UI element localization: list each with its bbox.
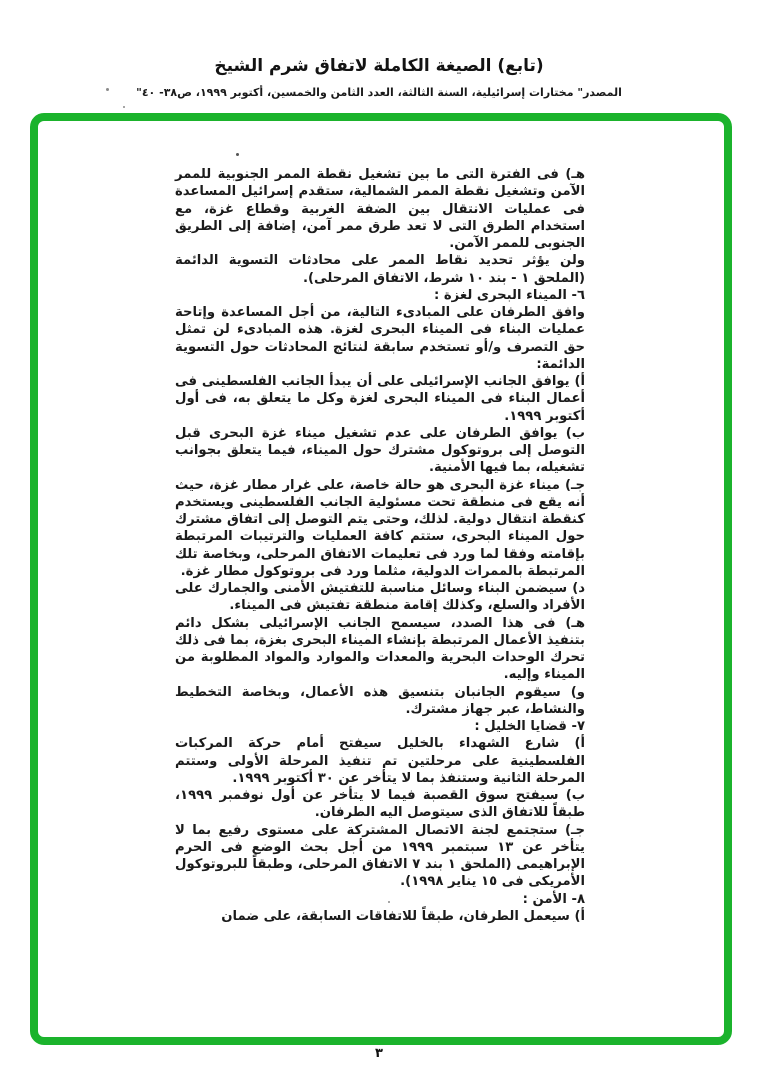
paragraph: أ) سيعمل الطرفان، طبقاً للاتفاقات السابقة، على ضمان <box>221 908 585 924</box>
paragraph: أ) يوافق الجانب الإسرائيلى على أن يبدأ الجانب الفلسطينى فى أعمال البناء فى الميناء البحرى لغزة وكل ما يتعلق به، فى أول أكتوبر ١٩٩٩. <box>175 374 585 424</box>
paragraph: ولن يؤثر تحديد نقاط الممر على محادثات التسوية الدائمة (الملحق ١ - بند ١٠ شرط، الاتفاق المرحلى). <box>175 253 585 286</box>
scan-speck <box>106 88 109 91</box>
paragraph: ب) يوافق الطرفان على عدم تشغيل ميناء غزة البحرى قبل التوصل إلى بروتوكول مشترك حول الميناء، فيما يتعلق بجوانب تشغيله، بما فيها الأمنية. <box>175 425 585 476</box>
scan-speck <box>388 901 390 903</box>
page-number: ٣ <box>375 1046 383 1061</box>
document-body <box>175 166 585 925</box>
paragraph: ٦- الميناء البحرى لغزة : <box>434 287 585 303</box>
paragraph: ٨- الأمن : <box>522 891 585 907</box>
paragraph: هـ) فى هذا الصدد، سيسمح الجانب الإسرائيلى بشكل دائم بتنفيذ الأعمال المرتبطة بإنشاء الميناء البحرى بغزة، بما فى ذلك تحرك الوحدات البحرية والمعدات والموارد والمواد المطلوبة من الميناء وإليه. <box>175 615 585 683</box>
paragraph: د) سيضمن البناء وسائل مناسبة للتفتيش الأمنى والجمارك على الأفراد والسلع، وكذلك إقامة منطقة تفتيش فى الميناء. <box>175 581 585 614</box>
paragraph: جـ) ستجتمع لجنة الاتصال المشتركة على مستوى رفيع بما لا يتأخر عن ١٣ سبتمبر ١٩٩٩ من أجل بحث الوضع فى الحرم الإبراهيمى (الملحق ١ بند ٧ الاتفاق المرحلى، وطبقاً للبروتوكول الأمريكى فى ١٥ يناير ١٩٩٨). <box>175 822 585 890</box>
paragraph: وافق الطرفان على المبادىء التالية، من أجل المساعدة وإتاحة عمليات البناء فى الميناء البحرى لغزة. هذه المبادىء لن تمثل حق التصرف و/أو تستخدم سابقة لنتائج المحادثات حول التسوية الدائمة: <box>175 305 585 372</box>
page-title: (تابع) الصيغة الكاملة لاتفاق شرم الشيخ <box>214 56 544 76</box>
paragraph: أ) شارع الشهداء بالخليل سيفتح أمام حركة المركبات الفلسطينية على مرحلتين تم تنفيذ المرحلة الأولى وستتم المرحلة الثانية وستنفذ بما لا يتأخر عن ٣٠ أكتوبر ١٩٩٩. <box>175 736 585 786</box>
paragraph: ٧- قضايا الخليل : <box>474 719 585 734</box>
paragraph: جـ) ميناء غزة البحرى هو حالة خاصة، على غرار مطار غزة، حيث أنه يقع فى منطقة تحت مسئولية الجانب الفلسطينى ويستخدم كنقطة انتقال دولية. لذلك، وحتى يتم التوصل إلى اتفاق مشترك حول الميناء البحرى، ستتم كافة العمليات والترتيبات المرتبطة بإقامته وفقا لما ورد فى تعليمات الاتفاق المرحلى، وبخاصة تلك المرتبطة بالممرات الدولية، مثلما ورد فى بروتوكول مطار غزة. <box>175 477 585 579</box>
paragraph: ب) سيفتح سوق القصبة فيما لا يتأخر عن أول نوفمبر ١٩٩٩، طبقاً للاتفاق الذى سيتوصل اليه الطرفان. <box>175 788 585 821</box>
source-citation: المصدر" مختارات إسرائيلية، السنة الثالثة، العدد الثامن والخمسين، أكتوبر ١٩٩٩، ص٣٨- ٤٠" <box>136 86 622 99</box>
paragraph: و) سيقوم الجانبان بتنسيق هذه الأعمال، وبخاصة التخطيط والنشاط، عبر جهاز مشترك. <box>175 684 585 717</box>
scan-speck <box>123 106 125 108</box>
scan-speck <box>236 153 239 156</box>
paragraph: هـ) فى الفترة التى ما بين تشغيل نقطة الممر الجنوبية للممر الآمن وتشغيل نقطة الممر الشمالية، ستقدم إسرائيل المساعدة فى عمليات الانتقال بين الضفة الغربية وقطاع غزة، مع استخدام الطرق التى لا تعد طرق ممر آمن، إضافة إلى الطريق الجنوبى للممر الآمن. <box>175 167 585 251</box>
